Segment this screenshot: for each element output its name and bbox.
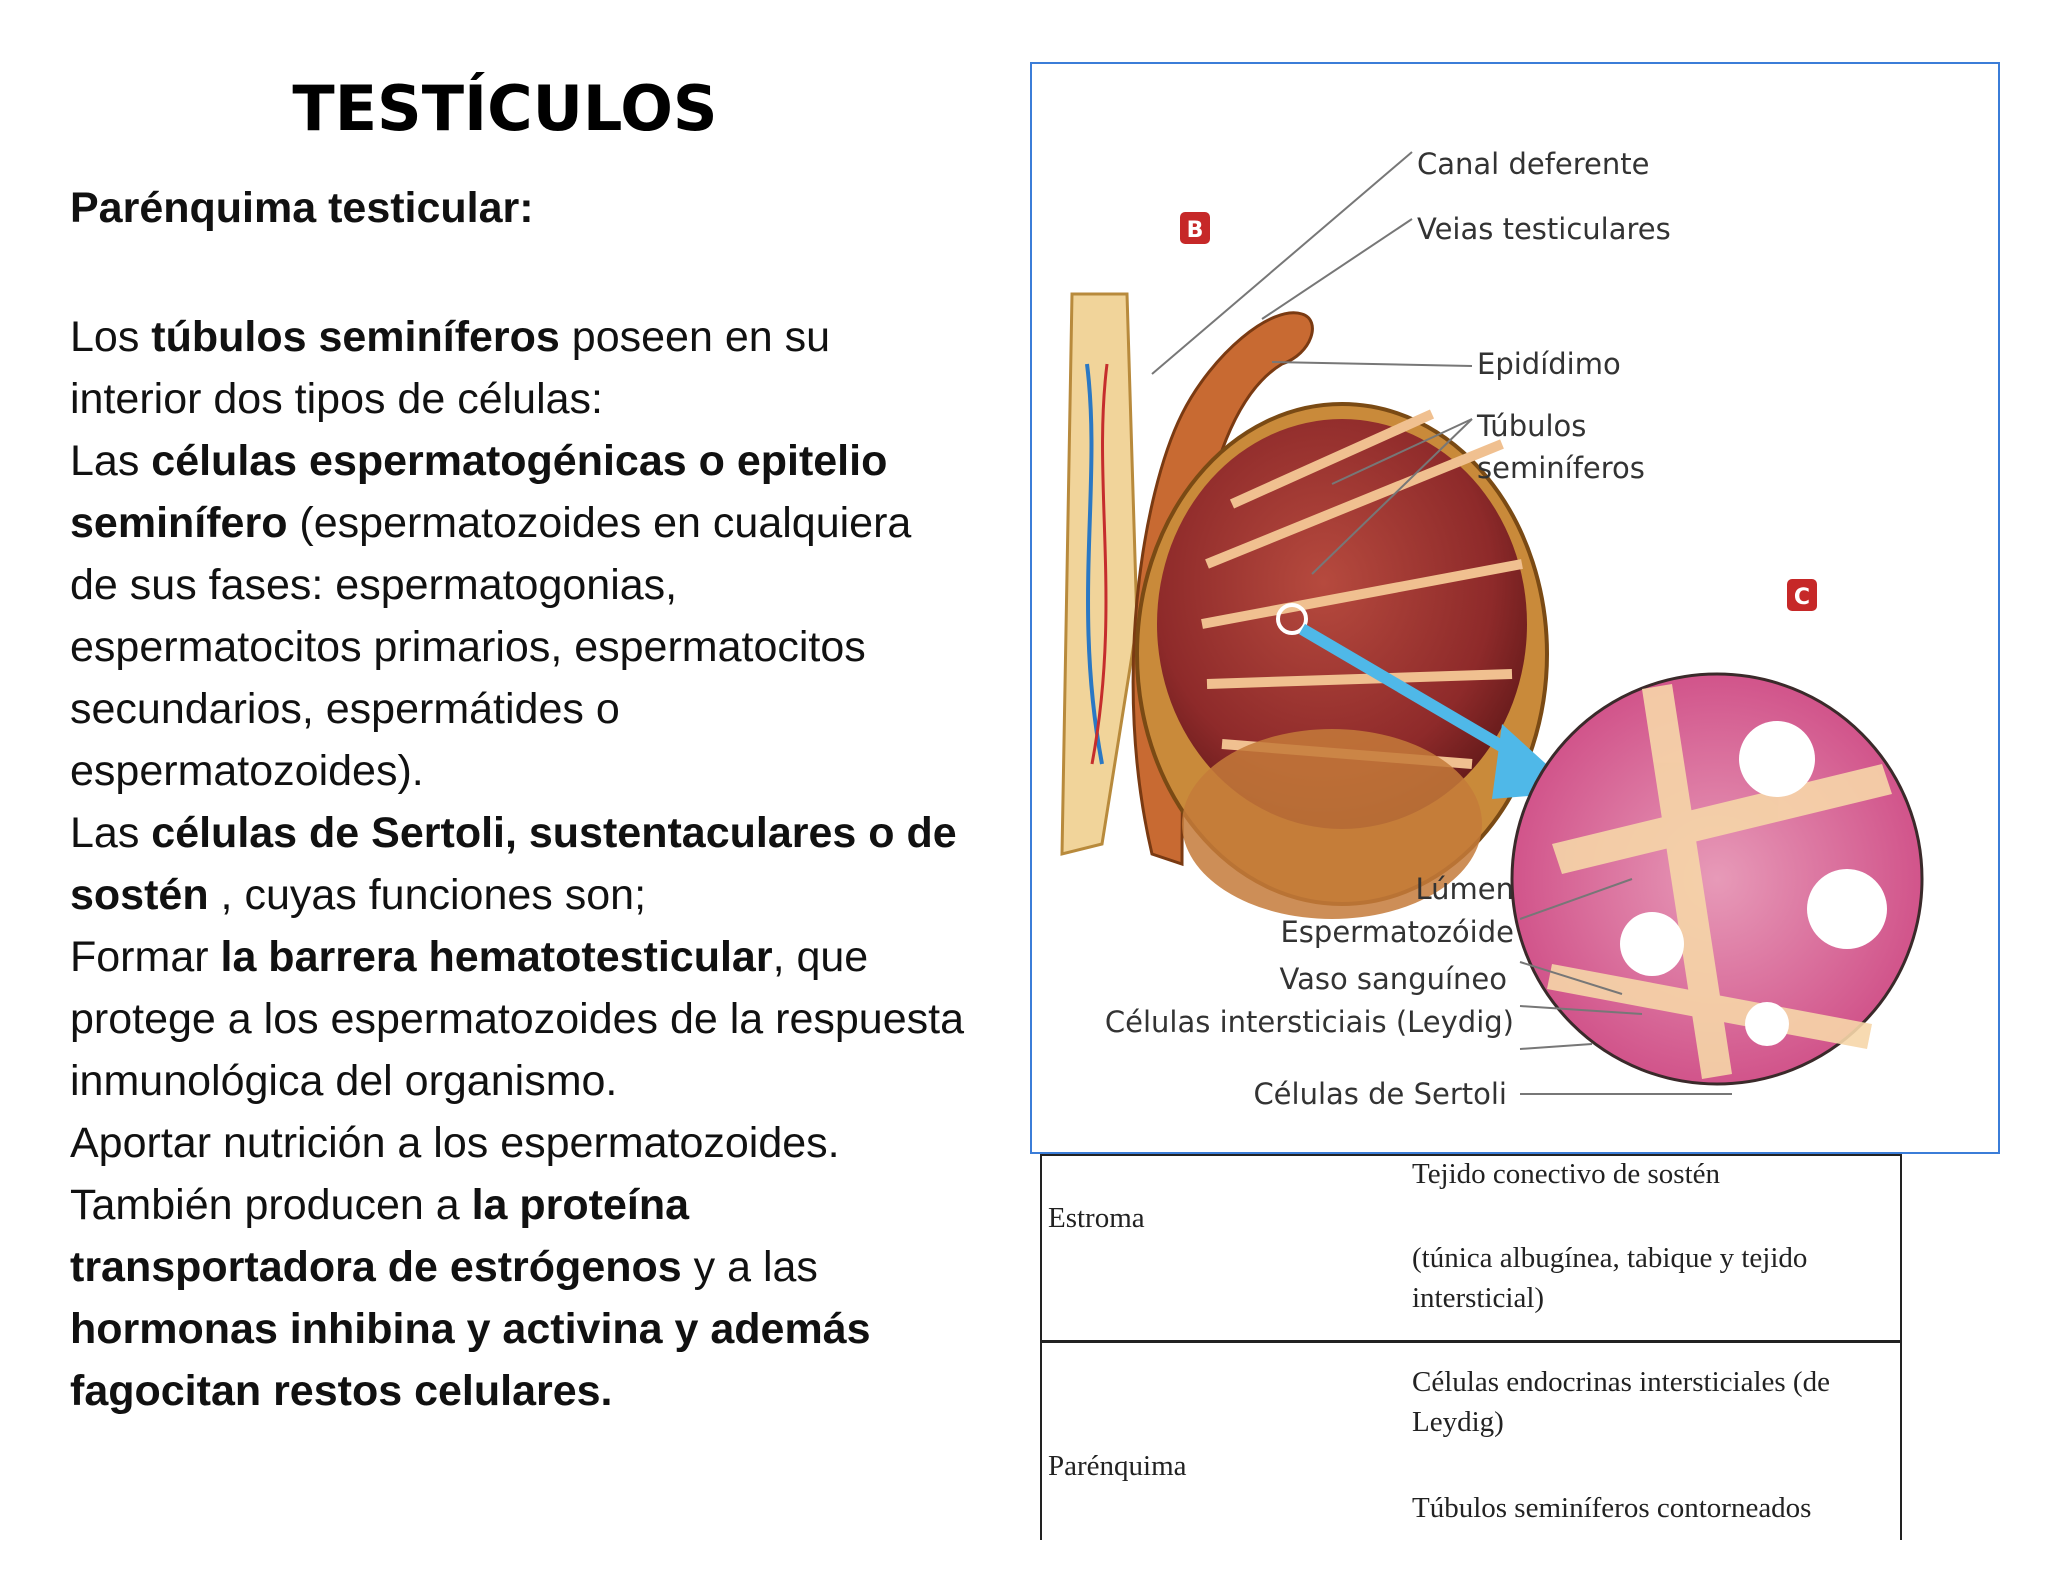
paragraph-tubulos: Los túbulos seminíferos poseen en su interior dos tipos de células: <box>70 313 831 423</box>
label-lumen: Lúmen <box>1415 872 1514 906</box>
testis-anatomy-figure <box>1030 62 2000 1154</box>
structure-table <box>1040 1154 1902 1540</box>
row-label-parenquima: Parénquima <box>1048 1450 1187 1482</box>
paragraph-proteina: También producen a la proteína transportadora de estrógenos y a las hormonas inhibina y activina y además fagocitan restos celulares. <box>70 1181 871 1415</box>
label-tubulos-2: seminíferos <box>1477 451 1645 485</box>
paragraph-espermatogenicas: Las células espermatogénicas o epitelio seminífero (espermatozoides en cualquiera de sus fases: espermatogonias, espermatocitos primarios, espermatocitos secundarios, espermátides o espermatozoides). <box>70 437 912 795</box>
label-canal-deferente: Canal deferente <box>1417 147 1650 181</box>
estroma-desc-2: (túnica albugínea, tabique y tejido intersticial) <box>1412 1242 1808 1314</box>
row-label-estroma: Estroma <box>1048 1202 1145 1234</box>
paragraph-sertoli: Las células de Sertoli, sustentaculares o de sostén , cuyas funciones son; <box>70 809 957 919</box>
badge-b-label: B <box>1186 218 1204 243</box>
spermatic-cord <box>1062 294 1137 854</box>
label-veias: Veias testiculares <box>1417 212 1671 246</box>
estroma-desc-1: Tejido conectivo de sostén <box>1412 1158 1721 1190</box>
label-vaso: Vaso sanguíneo <box>1279 962 1507 996</box>
label-sertoli: Células de Sertoli <box>1253 1077 1507 1111</box>
parenquima-desc-2: Túbulos seminíferos contorneados <box>1412 1492 1812 1524</box>
paragraph-nutricion: Aportar nutrición a los espermatozoides. <box>70 1119 840 1167</box>
label-epididimo: Epidídimo <box>1477 347 1621 381</box>
page-title: TESTÍCULOS <box>292 72 718 145</box>
label-tubulos-1: Túbulos <box>1477 409 1587 443</box>
paragraph-barrera: Formar la barrera hematotesticular, que protege a los espermatozoides de la respuesta inmunológica del organismo. <box>70 933 964 1105</box>
table-divider <box>1042 1340 1900 1343</box>
label-espermatozoide: Espermatozóide <box>1280 915 1514 949</box>
badge-c-label: C <box>1793 585 1811 610</box>
label-leydig: Células intersticiais (Leydig) <box>1104 1005 1514 1039</box>
section-subtitle: Parénquima testicular: <box>70 184 534 232</box>
testis-diagram <box>1032 64 2000 1154</box>
body-text <box>70 306 970 1422</box>
parenquima-desc-1: Células endocrinas intersticiales (de Leydig) <box>1412 1366 1830 1438</box>
